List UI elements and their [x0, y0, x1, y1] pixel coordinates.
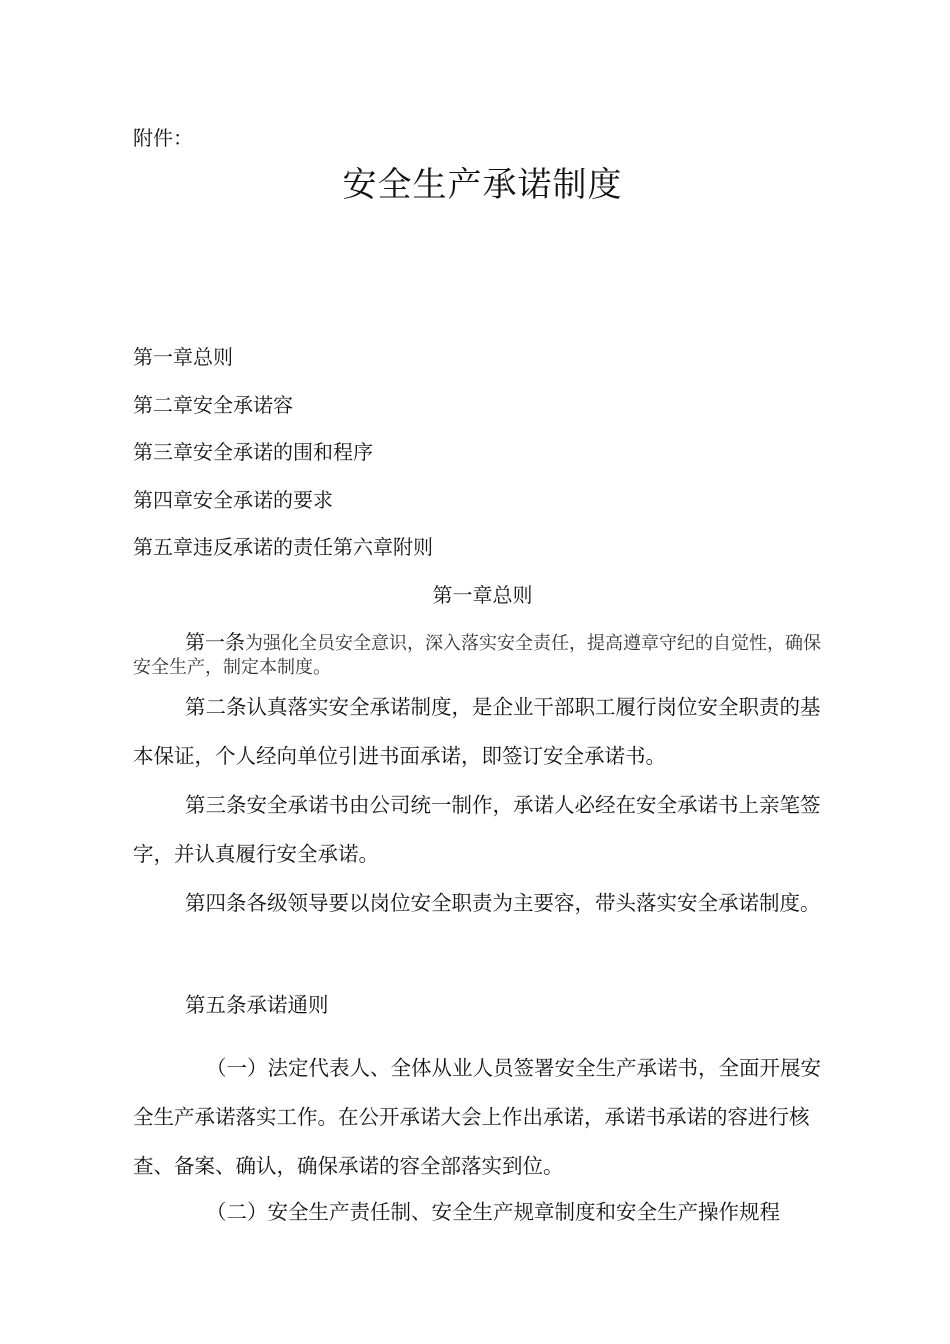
- article-4: 第四条各级领导要以岗位安全职责为主要容，带头落实安全承诺制度。: [185, 891, 821, 915]
- toc-item: 第三章安全承诺的围和程序: [133, 440, 373, 464]
- article-3: 第三条安全承诺书由公司统一制作，承诺人必经在安全承诺书上亲笔签字，并认真履行安全承诺。: [133, 793, 821, 866]
- clause-2: （二）安全生产责任制、安全生产规章制度和安全生产操作规程: [206, 1200, 780, 1224]
- toc-item: 第五章违反承诺的责任第六章附则: [133, 535, 433, 559]
- toc-item: 第二章安全承诺容: [133, 392, 293, 417]
- article-1-lead: 第一条: [185, 630, 245, 654]
- chapter-heading: 第一章总则: [432, 583, 533, 607]
- article-2: 第二条认真落实安全承诺制度，是企业干部职工履行岗位安全职责的基本保证，个人经向单位引进书面承诺，即签订安全承诺书。: [133, 695, 821, 768]
- clause-1: （一）法定代表人、全体从业人员签署安全生产承诺书，全面开展安全生产承诺落实工作。在公开承诺大会上作出承诺，承诺书承诺的容进行核查、备案、确认，确保承诺的容全部落实到位。: [133, 1056, 821, 1178]
- toc-item: 第四章安全承诺的要求: [133, 487, 333, 512]
- document-title: 安全生产承诺制度: [342, 165, 623, 205]
- toc-item: 第一章总则: [133, 345, 233, 369]
- article-1-text: 为强化全员安全意识，深入落实安全责任，提高遵章守纪的自觉性，确保安全生产，制定本制度。: [133, 633, 821, 678]
- article-5-heading: 第五条承诺通则: [185, 993, 329, 1017]
- article-1: [133, 630, 823, 680]
- table-of-contents: [133, 343, 433, 581]
- attachment-label: 附件：: [133, 126, 193, 150]
